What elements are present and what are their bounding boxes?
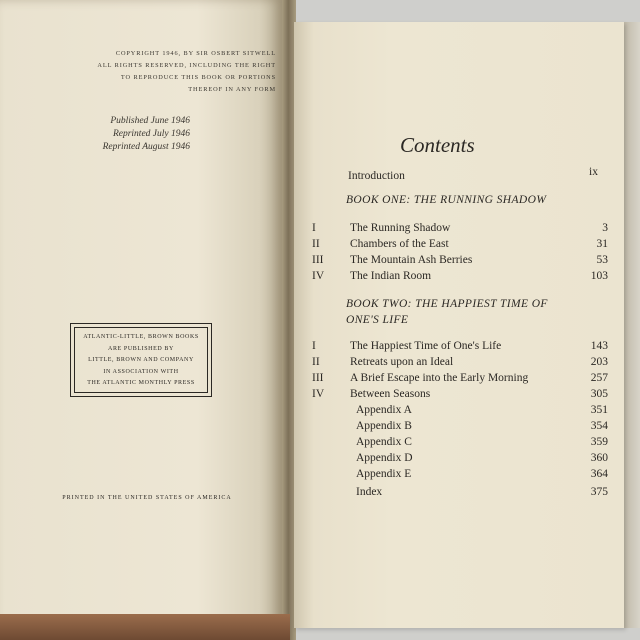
index-page: 375: [590, 486, 608, 498]
page-edge: [622, 22, 640, 628]
publication-line: Published June 1946: [110, 116, 190, 126]
chapter-number: I: [312, 340, 316, 352]
toc-row: [312, 436, 608, 451]
toc-row: [312, 420, 608, 435]
toc-row: [312, 222, 608, 237]
book-one-heading: BOOK ONE: THE RUNNING SHADOW: [346, 194, 547, 206]
copyright-line: THEREOF IN ANY FORM: [188, 86, 276, 93]
chapter-page: 3: [602, 222, 608, 234]
chapter-title: The Running Shadow: [350, 222, 451, 234]
toc-row: [312, 404, 608, 419]
chapter-title: Retreats upon an Ideal: [350, 356, 454, 368]
imprint-line: IN ASSOCIATION WITH: [103, 368, 179, 375]
chapter-page: 143: [590, 340, 608, 352]
toc-row: [312, 270, 608, 285]
chapter-page: 305: [590, 388, 608, 400]
printed-in-notice: PRINTED IN THE UNITED STATES OF AMERICA: [62, 495, 232, 501]
publication-line: Reprinted July 1946: [112, 129, 190, 139]
chapter-title: Chambers of the East: [350, 238, 449, 250]
chapter-page: 103: [590, 270, 608, 282]
publication-history: [60, 115, 190, 154]
appendix-page: 364: [590, 468, 608, 480]
publisher-imprint-box: [70, 323, 212, 397]
toc-row: [312, 356, 608, 371]
book-two-heading-line: BOOK TWO: THE HAPPIEST TIME OF: [346, 298, 548, 310]
toc-row: [312, 238, 608, 253]
toc-introduction: [348, 166, 598, 186]
chapter-page: 53: [596, 254, 608, 266]
chapter-title: The Indian Room: [350, 270, 432, 282]
left-page: [0, 0, 282, 640]
toc-row: [312, 452, 608, 467]
toc-row: [312, 254, 608, 269]
imprint-line: THE ATLANTIC MONTHLY PRESS: [87, 380, 195, 386]
toc-row: [312, 468, 608, 483]
contents-title: Contents: [400, 133, 475, 157]
appendix-page: 351: [590, 404, 608, 416]
copyright-line: TO REPRODUCE THIS BOOK OR PORTIONS: [120, 74, 276, 81]
chapter-title: The Mountain Ash Berries: [350, 254, 473, 266]
chapter-number: I: [312, 222, 316, 234]
chapter-title: The Happiest Time of One's Life: [350, 340, 502, 352]
chapter-number: II: [312, 238, 320, 250]
appendix-page: 360: [590, 452, 608, 464]
imprint-line: ARE PUBLISHED BY: [108, 345, 174, 352]
copyright-line: ALL RIGHTS RESERVED, INCLUDING THE RIGHT: [97, 62, 276, 69]
appendix-title: Appendix B: [356, 420, 412, 432]
toc-title: Introduction: [348, 170, 405, 182]
toc-row: [312, 372, 608, 387]
toc-row: [312, 388, 608, 403]
appendix-title: Appendix A: [356, 404, 412, 416]
appendix-title: Appendix D: [356, 452, 413, 464]
index-title: Index: [356, 486, 383, 498]
chapter-title: A Brief Escape into the Early Morning: [350, 372, 529, 384]
copyright-line: COPYRIGHT 1946, BY SIR OSBERT SITWELL: [115, 50, 276, 57]
appendix-page: 359: [590, 436, 608, 448]
appendix-page: 354: [590, 420, 608, 432]
chapter-title: Between Seasons: [350, 388, 431, 400]
chapter-number: III: [312, 372, 324, 384]
imprint-line: LITTLE, BROWN AND COMPANY: [88, 357, 194, 363]
toc-row: [312, 486, 608, 501]
toc-page: ix: [589, 166, 598, 178]
chapter-page: 203: [590, 356, 608, 368]
book-cover-edge: [0, 614, 290, 640]
toc-row: [312, 340, 608, 355]
publisher-imprint: [74, 327, 208, 393]
copyright-notice: [30, 48, 276, 96]
book-two-heading-line: ONE'S LIFE: [346, 314, 409, 326]
book-two-heading: [346, 296, 606, 328]
imprint-line: ATLANTIC-LITTLE, BROWN BOOKS: [83, 334, 199, 340]
chapter-number: IV: [312, 270, 325, 282]
appendix-title: Appendix C: [356, 436, 412, 448]
chapter-page: 257: [590, 372, 608, 384]
chapter-number: IV: [312, 388, 325, 400]
chapter-page: 31: [596, 238, 608, 250]
chapter-number: II: [312, 356, 320, 368]
chapter-number: III: [312, 254, 324, 266]
appendix-title: Appendix E: [356, 468, 412, 480]
publication-line: Reprinted August 1946: [102, 142, 190, 152]
